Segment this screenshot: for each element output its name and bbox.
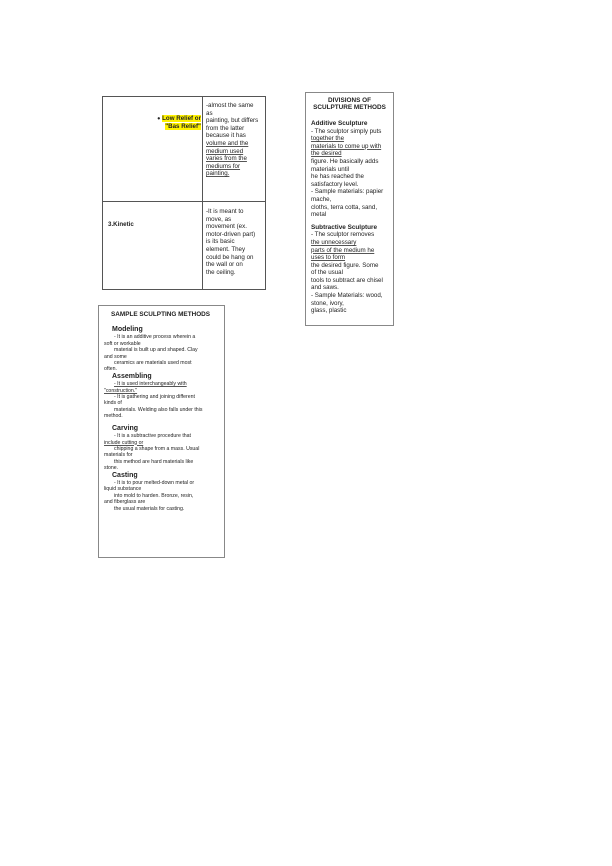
text-line: materials for — [104, 452, 133, 459]
text-line: element. They — [206, 245, 246, 253]
text-line: volume and the — [206, 139, 249, 147]
text-line: the ceiling. — [206, 268, 236, 276]
text-line: - It is a subtractive procedure that — [114, 433, 191, 440]
text-line: include cutting or — [104, 439, 144, 446]
methods-table — [102, 96, 266, 290]
text-line: and fiberglass are — [104, 499, 146, 506]
text-line: medium used — [206, 147, 244, 155]
sample-methods-box — [98, 305, 225, 558]
additive-text — [311, 128, 391, 219]
text-line: stone, ivory, — [311, 299, 344, 307]
divisions-body — [311, 120, 391, 315]
text-line: mediums for — [206, 162, 241, 170]
text-line: figure. He basically adds — [311, 157, 379, 165]
carving-text — [104, 433, 221, 471]
text-line: could be hang on — [206, 253, 254, 261]
text-line: the wall or on — [206, 261, 243, 269]
text-line: into mold to harden. Bronze, resin, — [114, 492, 194, 499]
text-line: is its basic — [206, 238, 235, 246]
text-line: - Sample materials: papier — [311, 188, 384, 196]
modeling-heading: Modeling — [112, 326, 143, 333]
text-line: motor-driven part) — [206, 230, 256, 238]
bullet-icon: • — [157, 114, 161, 123]
text-line: uses to form — [311, 254, 346, 262]
text-line: the unnecessary — [311, 238, 357, 246]
divisions-title — [306, 97, 393, 112]
text-line: -almost the same — [206, 102, 254, 109]
text-line: materials to come up with — [311, 142, 382, 150]
text-line: the desired figure. Some — [311, 261, 379, 269]
carving-heading: Carving — [112, 424, 139, 432]
text-line: - The sculptor simply puts — [311, 127, 382, 135]
sample-body — [104, 326, 221, 512]
text-line: varies from the — [206, 155, 247, 163]
additive-heading: Additive Sculpture — [311, 120, 368, 127]
text-line: the usual materials for casting. — [114, 505, 185, 512]
text-line: glass, plastic — [311, 307, 347, 315]
text-line: stone. — [104, 465, 119, 472]
text-line: as — [206, 109, 213, 117]
text-line: this method are hard materials like — [114, 458, 194, 465]
text-line: often. — [104, 366, 117, 373]
text-line: movement (ex. — [206, 223, 247, 231]
divisions-title-line-2: SCULPTURE METHODS — [313, 104, 386, 112]
low-relief-line-2: "Bas Relief" — [165, 122, 201, 130]
table-row-divider — [103, 201, 265, 202]
text-line: chipping a shape from a mass. Usual — [114, 445, 200, 452]
sample-title: SAMPLE SCULPTING METHODS — [111, 311, 211, 318]
divisions-title-line-1: DIVISIONS OF — [328, 97, 371, 104]
text-line: - It is used interchangeably with — [114, 381, 187, 388]
modeling-text — [104, 334, 221, 372]
low-relief-line-1: Low Relief or — [162, 115, 201, 122]
table-column-divider — [202, 97, 203, 289]
low-relief-description — [206, 102, 262, 178]
text-line: ceramics are materials used most — [114, 360, 192, 367]
text-line: materials. Welding also falls under this — [114, 406, 203, 413]
text-line: because it has — [206, 132, 246, 140]
text-line: together the — [311, 135, 345, 143]
text-line: the desired — [311, 150, 342, 158]
text-line: tools to subtract are chisel — [311, 276, 383, 284]
text-line: -It is meant to — [206, 208, 244, 215]
text-line: from the latter — [206, 124, 245, 132]
text-line: and some — [104, 353, 127, 360]
casting-text — [104, 480, 221, 512]
text-line: soft or workable — [104, 340, 141, 347]
text-line: - It is gathering and joining different — [114, 394, 195, 401]
low-relief-cell — [143, 115, 201, 130]
text-line: liquid substance — [104, 486, 142, 493]
subtractive-heading: Subtractive Sculpture — [311, 223, 378, 231]
text-line: parts of the medium he — [311, 246, 375, 254]
text-line: "construction." — [104, 387, 138, 394]
text-line: materials until — [311, 165, 350, 173]
text-line: he has reached the — [311, 173, 364, 181]
text-line: mache, — [311, 195, 332, 203]
subtractive-text — [311, 231, 391, 315]
text-line: cloths, terra cotta, sand, — [311, 203, 378, 211]
text-line: - Sample Materials: wood, — [311, 292, 383, 300]
text-line: - It is to pour melted-down metal or — [114, 479, 195, 486]
kinetic-description — [206, 208, 262, 276]
text-line: and saws. — [311, 284, 339, 292]
text-line: kinds of — [104, 400, 122, 407]
text-line: satisfactory level. — [311, 180, 359, 188]
assembling-heading: Assembling — [112, 372, 152, 380]
text-line: move, as — [206, 215, 232, 223]
text-line: - The sculptor removes — [311, 231, 375, 239]
text-line: painting. — [206, 170, 230, 178]
text-line: method. — [104, 413, 123, 420]
assembling-text — [104, 381, 221, 419]
kinetic-cell: 3.Kinetic — [108, 221, 134, 228]
text-line: of the usual — [311, 269, 343, 277]
text-line: metal — [311, 211, 327, 219]
text-line: - It is an additive process wherein a — [114, 334, 196, 341]
divisions-box — [305, 92, 394, 326]
casting-heading: Casting — [112, 471, 138, 479]
text-line: material is built up and shaped. Clay — [114, 347, 198, 354]
text-line: painting, but differs — [206, 117, 259, 125]
